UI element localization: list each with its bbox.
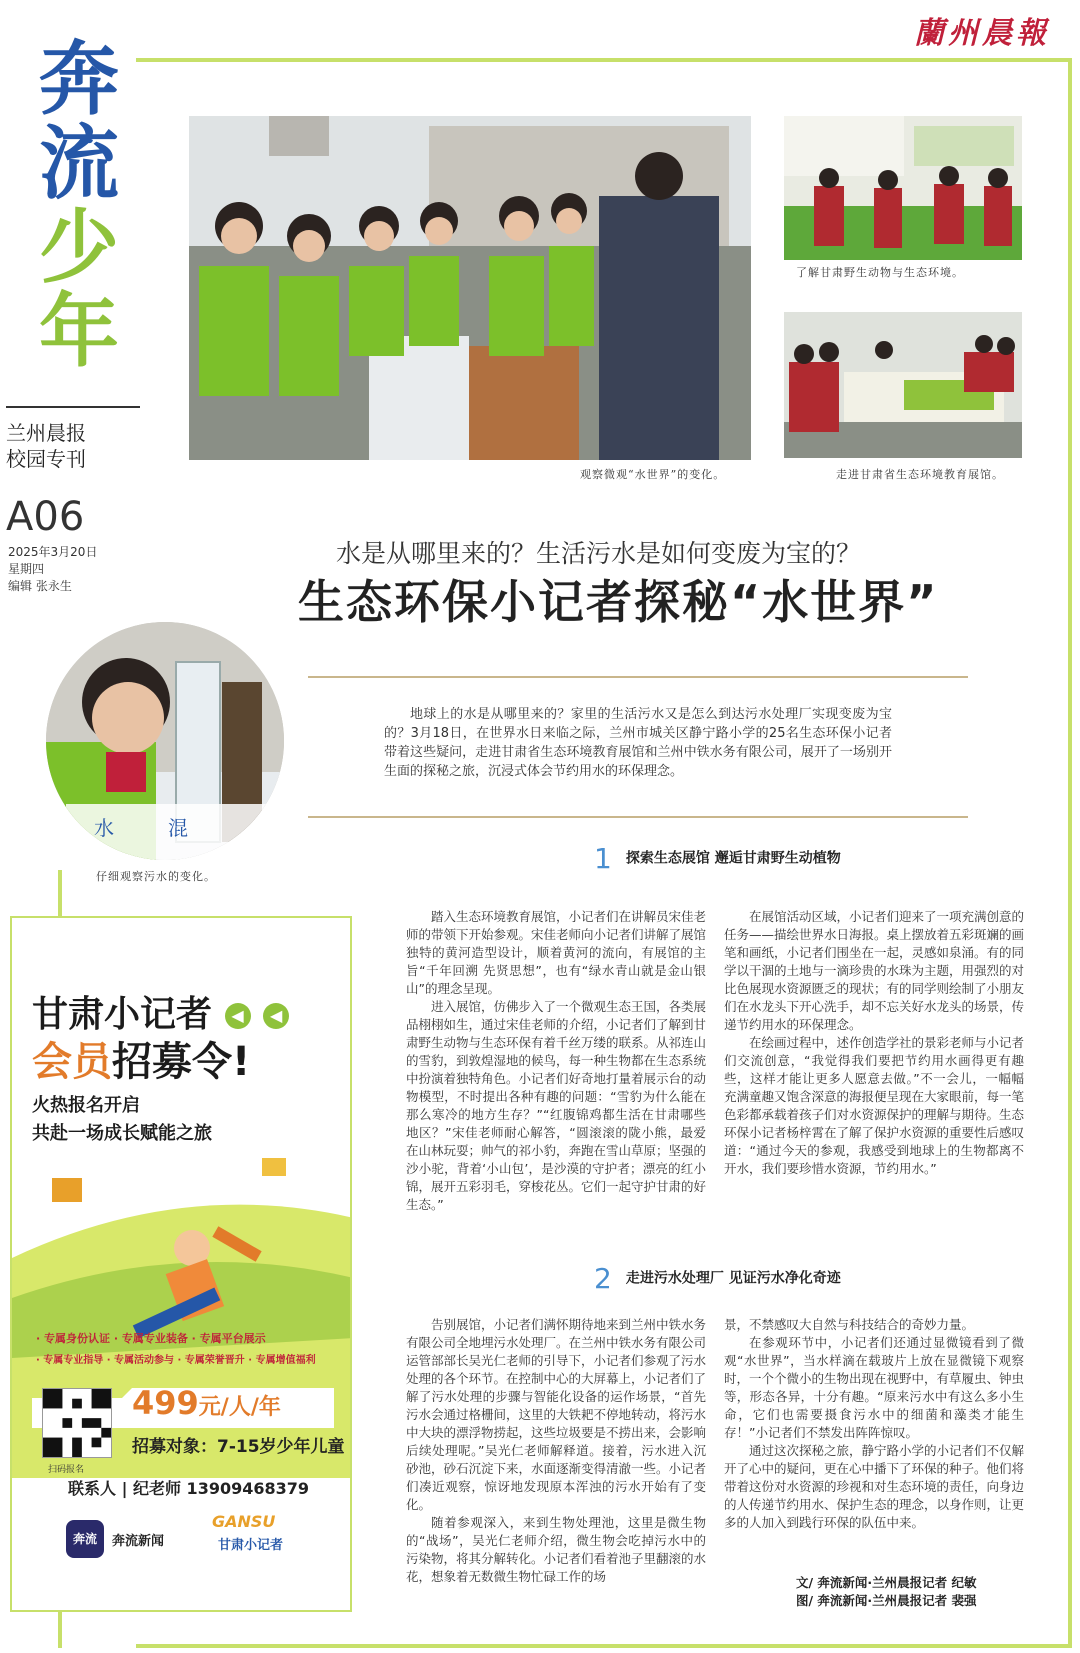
section-2-title: 走进污水处理厂 见证污水净化奇迹 xyxy=(625,1270,841,1287)
qr-label: 扫码报名 xyxy=(48,1465,85,1475)
museum-group-photo xyxy=(784,312,1022,458)
byline-photographer: 图/ 奔流新闻·兰州晨报记者 裴强 xyxy=(796,1593,977,1608)
ad-title-text: 甘肃小记者 xyxy=(32,994,213,1035)
ad-benefits xyxy=(36,1328,336,1372)
article-byline xyxy=(796,1574,977,1610)
beaker-label-mixed: 混 xyxy=(168,816,188,840)
ad-title-rest: 招募令! xyxy=(112,1039,251,1085)
ad-slogan-line-1: 火热报名开启 xyxy=(32,1095,140,1116)
intro-top-rule xyxy=(308,676,968,678)
ad-slogan-line-2: 共赴一场成长赋能之旅 xyxy=(32,1123,212,1144)
masthead-logo: 蘭州晨報 xyxy=(914,16,1050,51)
article-subhead: 水是从哪里来的？生活污水是如何变废为宝的？ xyxy=(336,539,862,568)
editor-credit: 编辑 张永生 xyxy=(8,579,72,593)
section-1-header xyxy=(594,842,841,875)
exhibit-photo-illustration xyxy=(784,116,1022,260)
gansu-logo-cn: 甘肃小记者 xyxy=(218,1538,284,1553)
publication-line-2: 校园专刊 xyxy=(6,447,86,471)
main-photo-illustration xyxy=(189,116,751,460)
ad-target: 招募对象：7-15岁少年儿童 xyxy=(132,1437,345,1457)
recruitment-ad xyxy=(10,916,352,1612)
page-meta xyxy=(8,544,97,595)
byline-writer: 文/ 奔流新闻·兰州晨报记者 纪敏 xyxy=(796,1575,977,1590)
exhibit-photo xyxy=(784,116,1022,260)
column-brand xyxy=(24,33,134,378)
chevron-left-icon: ◀ xyxy=(225,1003,251,1029)
section-2-left-column xyxy=(406,1316,706,1586)
app-logo-icon: 奔流 xyxy=(66,1520,104,1558)
paragraph: 通过这次探秘之旅，静宁路小学的小记者们不仅解开了心中的疑问，更在心中播下了环保的种子。他们将带着这份对水资源的珍视和对生态环境的责任，向身边的人传递节约用水、保护生态的理念，以身作则，让更多的人加入到践行环保的队伍中来。 xyxy=(724,1443,1025,1530)
brand-char-1: 奔 xyxy=(39,33,119,126)
chevron-left-icon: ◀ xyxy=(263,1003,289,1029)
paragraph: 在展馆活动区域，小记者们迎来了一项充满创意的任务——描绘世界水日海报。桌上摆放着五彩斑斓的画笔和画纸，小记者们围坐在一起，灵感如泉涌。有的同学以干涸的土地与一滴珍贵的水珠为主题，用强烈的对比色展现水资源匮乏的现状；有的同学则绘制了小朋友们在水龙头下开心洗手，却不忘关好水龙头的场景，传递节约用水的环保理念。 xyxy=(724,909,1025,1032)
main-photo-caption: 观察微观“水世界”的变化。 xyxy=(580,468,726,481)
circle-photo xyxy=(46,622,284,860)
brand-char-2: 流 xyxy=(39,117,119,210)
qr-code-icon[interactable] xyxy=(42,1388,112,1458)
main-photo xyxy=(189,116,751,460)
ad-slogan xyxy=(32,1092,212,1148)
section-1-left-column xyxy=(406,908,706,1214)
publication-line-1: 兰州晨报 xyxy=(6,421,86,445)
section-2-number: 2 xyxy=(594,1262,612,1295)
paragraph: 踏入生态环境教育展馆，小记者们在讲解员宋佳老师的带领下开始参观。宋佳老师向小记者们讲解了展馆独特的黄河造型设计，顺着黄河的流向，有展馆的主旨“千年回溯 先贤思想”，也有“绿水青山就是金山银山”的理念呈现。 xyxy=(406,909,707,996)
circle-photo-caption: 仔细观察污水的变化。 xyxy=(96,870,216,883)
ad-price-unit: 元/人/年 xyxy=(198,1395,281,1420)
section-2-right-column xyxy=(724,1316,1024,1532)
publication-name xyxy=(6,420,86,472)
sidebar-divider xyxy=(6,406,140,408)
circle-photo-illustration xyxy=(46,622,284,860)
qr-code-pattern xyxy=(43,1389,111,1457)
section-1-title: 探索生态展馆 邂逅甘肃野生动植物 xyxy=(625,850,841,867)
paragraph: 在参观环节中，小记者们还通过显微镜看到了微观“水世界”，当水样滴在载玻片上放在显微镜下观察时，一个个微小的生物出现在视野中，有草履虫、钟虫等，形态各异，十分有趣。“原来污水中有这么多小生命，它们也需要摄食污水中的细菌和藻类才能生存！”小记者们不禁发出阵阵惊叹。 xyxy=(724,1335,1025,1440)
paragraph: 景，不禁感叹大自然与科技结合的奇妙力量。 xyxy=(724,1317,975,1332)
section-1-number: 1 xyxy=(594,842,612,875)
exhibit-photo-caption: 了解甘肃野生动物与生态环境。 xyxy=(796,266,964,279)
article-intro: 地球上的水是从哪里来的？家里的生活污水又是怎么到达污水处理厂实现变废为宝的？3月18日，在世界水日来临之际，兰州市城关区静宁路小学的25名生态环保小记者带着这些疑问，走进甘肃省生态环境教育展馆和兰州中铁水务有限公司，展开了一场别开生面的探秘之旅，沉浸式体会节约用水的环保理念。 xyxy=(384,707,892,779)
brand-char-3: 少 xyxy=(39,201,119,294)
ad-price-number: 499 xyxy=(132,1384,199,1422)
ad-title-line-2 xyxy=(32,1030,250,1087)
ad-benefits-row-1: · 专属身份认证 · 专属专业装备 · 专属平台展示 xyxy=(36,1332,266,1345)
brand-char-4: 年 xyxy=(39,285,119,378)
museum-group-photo-illustration xyxy=(784,312,1022,458)
issue-weekday: 星期四 xyxy=(8,562,45,576)
section-2-header xyxy=(594,1262,841,1295)
paragraph: 进入展馆，仿佛步入了一个微观生态王国，各类展品栩栩如生，通过宋佳老师的介绍，小记者们了解到甘肃野生动物与生态环保有着千丝万缕的联系。从祁连山的雪豹，到敦煌湿地的候鸟，每一种生物都在生态系统中扮演着独特角色。小记者们好奇地打量着展示台的动物模型，不时提出各种有趣的问题：“雪豹为什么能在那么寒冷的地方生存？”“红腹锦鸡都生活在甘肃哪些地区？”宋佳老师耐心解答，“圆滚滚的陇小熊，最爱在山林玩耍；帅气的祁小豹，奔跑在雪山草原；坚强的沙小驼，背着‘小山包’，是沙漠的守护者；漂亮的红小锦，展开五彩羽毛，穿梭花丛。它们一起守护甘肃的好生态。” xyxy=(406,999,707,1212)
gansu-logo-text: GANSU xyxy=(212,1512,276,1531)
paragraph: 随着参观深入，来到生物处理池，这里是微生物的“战场”，吴光仁老师介绍，微生物会吃掉污水中的污染物，将其分解转化。小记者们看着池子里翻滚的水花，想象着无数微生物忙碌工作的场 xyxy=(406,1515,707,1584)
museum-photo-caption: 走进甘肃省生态环境教育展馆。 xyxy=(836,468,1004,481)
beaker-label-water: 水 xyxy=(94,816,114,840)
article-headline: 生态环保小记者探秘“水世界” xyxy=(298,575,939,629)
app-name: 奔流新闻 xyxy=(112,1534,165,1549)
section-1-right-column xyxy=(724,908,1024,1178)
ad-benefits-row-2: · 专属专业指导 · 专属活动参与 · 专属荣誉晋升 · 专属增值福利 xyxy=(36,1355,316,1366)
issue-date: 2025年3月20日 xyxy=(8,545,98,559)
intro-bottom-rule xyxy=(308,816,968,818)
paragraph: 告别展馆，小记者们满怀期待地来到兰州中铁水务有限公司全地埋污水处理厂。在兰州中铁水务有限公司运管部部长吴光仁老师的引导下，小记者们参观了污水处理的各个环节。在控制中心的大屏幕上，小记者们了解了污水处理的步骤与智能化设备的运作场景，“首先污水会通过格栅间，这里的大铁耙不停地转动，将污水中大块的漂浮物捞起，这些垃圾要是不捞出来，会影响后续处理呢。”吴光仁老师解释道。接着，污水进入沉砂池，砂石沉淀下来，水面逐渐变得清澈一些。小记者们凑近观察，惊讶地发现原本浑浊的污水开始有了变化。 xyxy=(406,1317,707,1512)
paragraph: 在绘画过程中，述作创造学社的景彩老师与小记者们交流创意，“我觉得我们要把节约用水画得更有趣些，这样才能让更多人愿意去做。”不一会儿，一幅幅充满童趣又饱含深意的海报便呈现在大家眼前，每一笔色彩都承载着孩子们对水资源保护的理解与期待。生态环保小记者杨梓霄在了解了保护水资源的重要性后感叹道：“通过今天的参观，我感受到地球上的生物都离不开水，我们要珍惜水资源，节约用水。” xyxy=(724,1035,1025,1176)
ad-contact: 联系人 | 纪老师 13909468379 xyxy=(68,1479,310,1498)
page-number: A06 xyxy=(6,494,85,540)
ad-title-highlight: 会员 xyxy=(32,1039,112,1085)
ad-price xyxy=(132,1384,281,1422)
